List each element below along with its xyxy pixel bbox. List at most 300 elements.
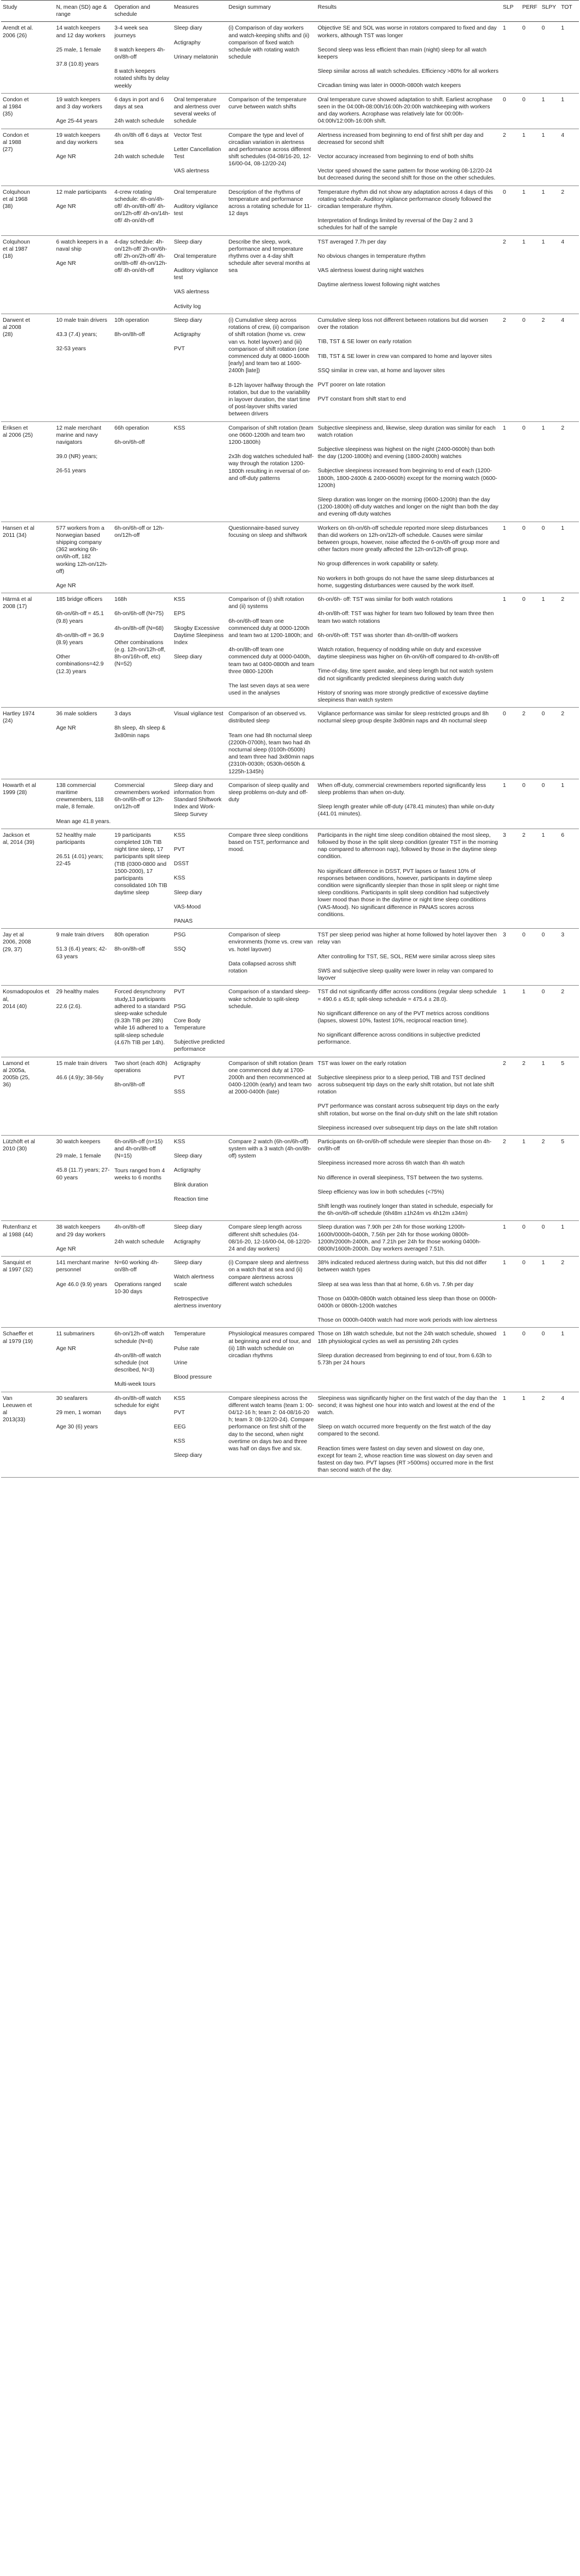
- cell-measures-line: Urinary melatonin: [173, 54, 218, 60]
- cell-results: [316, 314, 501, 421]
- cell-score-slp: 1: [501, 779, 520, 829]
- cell-score-tot: 4: [559, 1392, 579, 1478]
- column-header-tot: TOT: [559, 1, 579, 22]
- cell-measures: [172, 235, 227, 314]
- cell-participants-line: 9 male train drivers: [56, 932, 105, 939]
- cell-operation-line: Forced desynchrony study,13 participants adhered to a standard sleep-wake schedule (9.33h TIB per 28h) while 16 adhered to a split-sleep schedule (4.67h TIB per 14h).: [114, 989, 170, 1046]
- cell-results-line: Sleep similar across all watch schedules. Efficiency >80% for all workers: [317, 68, 498, 75]
- cell-score-tot: 4: [559, 314, 579, 421]
- cell-score-slp: 1: [501, 1328, 520, 1392]
- cell-operation: [113, 93, 172, 129]
- cell-design-line: Describe the sleep, work, performance and temperature rhythms over a 4-day shift schedule after several months at sea: [228, 239, 310, 274]
- cell-operation-line: 4h-on/8h-off watch schedule (not described, N=3): [114, 1352, 161, 1374]
- cell-participants-line: 22.6 (2.6).: [56, 1003, 82, 1010]
- cell-measures-line: SSS: [173, 1089, 185, 1095]
- cell-design: [227, 421, 316, 522]
- table-row: [1, 986, 579, 1057]
- cell-score-slp: 1: [501, 986, 520, 1057]
- cell-study: [1, 314, 55, 421]
- cell-study-line: Colquhoun: [3, 189, 30, 195]
- cell-measures: [172, 314, 227, 421]
- cell-measures-line: VAS-Mood: [173, 904, 201, 910]
- cell-results: [316, 1057, 501, 1135]
- cell-results: [316, 779, 501, 829]
- cell-measures-line: Activity log: [173, 303, 201, 310]
- cell-results-line: No significant difference in DSST, PVT lapses or fastest 10% of responses between conditions, however, participants in daytime sleep condition were significantly sleepier than those in split sleep or night time sleep conditions. Participants in split sleep condition had subjectively lower mood than those in the daytime or night time sleep conditions (VAS-Mood). No significant difference in PANAS scores across conditions.: [317, 868, 500, 918]
- cell-study-line: (24): [3, 718, 13, 725]
- cell-operation: [113, 186, 172, 235]
- cell-design: [227, 593, 316, 708]
- cell-design-line: Compare three sleep conditions based on TST, performance and mood.: [228, 832, 309, 853]
- cell-study-line: Schaeffer et: [3, 1331, 33, 1338]
- cell-results-line: History of snoring was more strongly predictive of excessive daytime sleepiness than watch system: [317, 690, 489, 704]
- cell-results-line: TST was lower on the early rotation: [317, 1060, 407, 1067]
- cell-measures: [172, 1257, 227, 1328]
- cell-participants-line: Mean age 41.8 years.: [56, 818, 111, 825]
- cell-study-line: Rutenfranz et: [3, 1224, 37, 1231]
- cell-participants-line: 19 watch keepers and 3 day workers: [56, 96, 102, 111]
- cell-participants: [55, 235, 113, 314]
- cell-study: [1, 708, 55, 779]
- cell-results-line: Circadian timing was later in 0000h-0800h watch keepers: [317, 83, 461, 89]
- table-row: [1, 1328, 579, 1392]
- table-row: [1, 522, 579, 593]
- cell-operation-line: 4h on/8h off 6 days at sea: [114, 132, 169, 146]
- cell-measures-line: VAS alertness: [173, 168, 210, 175]
- cell-participants-line: Age NR: [56, 582, 76, 589]
- cell-results: [316, 829, 501, 928]
- cell-design: [227, 779, 316, 829]
- cell-design-line: Questionnaire-based survey focusing on sleep and shiftwork: [228, 525, 308, 539]
- cell-measures: [172, 829, 227, 928]
- cell-study-line: 2011 (34): [3, 532, 27, 539]
- cell-participants-line: 29 healthy males: [56, 989, 99, 995]
- cell-results-line: Time-of-day, time spent awake, and sleep length but not watch system did not significantly predicted sleepiness during watch duty: [317, 668, 494, 682]
- cell-score-tot: 5: [559, 1135, 579, 1220]
- cell-measures-line: KSS: [173, 1395, 185, 1402]
- cell-operation-line: 8h sleep, 4h sleep & 3x80min naps: [114, 725, 166, 739]
- cell-participants-line: Age NR: [56, 261, 76, 267]
- cell-score-perf: 0: [520, 1328, 540, 1392]
- cell-participants: [55, 22, 113, 93]
- cell-study-line: 2010 (30): [3, 1146, 27, 1153]
- cell-score-slp: 1: [501, 1257, 520, 1328]
- cell-score-tot: 2: [559, 421, 579, 522]
- cell-participants-line: 36 male soldiers: [56, 711, 97, 717]
- cell-design-line: Comparison of (i) shift rotation and (ii) systems: [228, 597, 304, 610]
- column-header-measures: Measures: [172, 1, 227, 22]
- cell-operation: [113, 522, 172, 593]
- cell-score-slp: 0: [501, 93, 520, 129]
- cell-score-slp: 2: [501, 129, 520, 186]
- cell-results-line: No significant difference across conditions in subjective predicted performance.: [317, 1032, 480, 1046]
- column-header-study: Study: [1, 1, 55, 22]
- cell-participants: [55, 1392, 113, 1478]
- cell-measures-line: KSS: [173, 875, 185, 882]
- cell-results: [316, 929, 501, 986]
- cell-participants-line: 15 male train drivers: [56, 1060, 107, 1067]
- cell-design-line: Compare sleep length across different shift schedules (04-08/16-20, 12-16/00-04, 08-12/20-24 and day workers): [228, 1224, 312, 1252]
- cell-operation-line: 6 days in port and 6 days at sea: [114, 96, 164, 111]
- cell-design-line: 4h-on/8h-off team one commenced duty at 0000-0400h, team two at 0400-0800h and team three 0800-1200h: [228, 647, 315, 675]
- cell-measures-line: PVT: [173, 847, 185, 853]
- cell-participants-line: 6h-on/6h-off = 45.1 (9.8) years: [56, 611, 104, 624]
- cell-score-slpy: 0: [540, 986, 559, 1057]
- cell-results-line: TIB, TST & SE lower in crew van compared to home and layover sites: [317, 353, 492, 360]
- cell-results: [316, 1221, 501, 1257]
- cell-operation-line: 19 participants completed 10h TIB night time sleep, 17 participants split sleep (TIB (0300-0800 and 1500-2000), 17 participants consolidated 10h TIB daytime sleep: [114, 832, 170, 896]
- cell-score-tot: 1: [559, 1221, 579, 1257]
- cell-measures-line: Sleep diary: [173, 889, 202, 896]
- cell-results-line: No difference in overall sleepiness, TST between the two systems.: [317, 1174, 484, 1181]
- cell-study-line: Colquhoun: [3, 239, 30, 245]
- cell-operation-line: 6h-on/6h-off or 12h-on/12h-off: [114, 525, 164, 539]
- cell-operation: [113, 1135, 172, 1220]
- table-row: [1, 593, 579, 708]
- table-row: [1, 1221, 579, 1257]
- cell-design: [227, 129, 316, 186]
- cell-score-perf: 1: [520, 186, 540, 235]
- table-row: [1, 22, 579, 93]
- cell-study-line: (35): [3, 111, 13, 118]
- cell-operation-line: Operations ranged 10-30 days: [114, 1281, 161, 1295]
- cell-score-tot: 2: [559, 708, 579, 779]
- cell-participants: [55, 186, 113, 235]
- cell-study-line: Härmä et al: [3, 597, 32, 603]
- cell-design-line: (i) Comparison of day workers and watch-keeping shifts and (ii) comparison of fixed watch schedule with rotating watch schedule: [228, 25, 310, 61]
- cell-measures-line: Sleep diary: [173, 317, 202, 323]
- cell-participants-line: Age 25-44 years: [56, 118, 98, 125]
- cell-participants-line: Age NR: [56, 725, 76, 732]
- cell-results-line: Workers on 6h-on/6h-off schedule reported more sleep disturbances than did workers on 12h-on/12h-off schedule. Causes were similar between groups, however, noise affected the 6-on/6h-off group more and other factors more greatly affected the 12h-on/12h-off group.: [317, 525, 500, 553]
- cell-results-line: No workers in both groups do not have the same sleep disturbances at home, suggesting disturbances were caused by the work itself.: [317, 575, 494, 589]
- cell-design: [227, 1328, 316, 1392]
- cell-design: [227, 186, 316, 235]
- cell-study-line: 2006 (26): [3, 32, 27, 39]
- column-header-slpy: SLPY: [540, 1, 559, 22]
- cell-operation-line: 4-day schedule: 4h-on/12h-off/ 2h-on/6h-off/ 2h-on/2h-off/ 4h-on/8h-off/ 4h-on/12h-off/ 4h-on/4h-off: [114, 239, 167, 274]
- cell-results-line: Subjective sleepiness was highest on the night (2400-0600h) than both the day (1200-1800h) and evening (1800-2400h) watches: [317, 446, 495, 460]
- cell-score-slp: 2: [501, 1135, 520, 1220]
- cell-participants: [55, 929, 113, 986]
- cell-operation-line: 168h: [114, 597, 127, 603]
- cell-results-line: Reaction times were fastest on day seven and slowest on day one, except for team 2, whose reaction time was slowest on day seven and fastest on day two. PVT lapses (RT >500ms) occurred more in the first than second watch of the day.: [317, 1445, 494, 1474]
- cell-study-line: 2005b (25,: [3, 1074, 30, 1081]
- cell-participants-line: 30 watch keepers: [56, 1138, 101, 1145]
- cell-measures-line: Retrospective alertness inventory: [173, 1295, 222, 1309]
- cell-design-line: Description of the rhythms of temperature and performance across a rotating schedule for 11-12 days: [228, 189, 312, 217]
- cell-measures-line: PANAS: [173, 918, 193, 925]
- cell-study-line: et al 1968: [3, 196, 28, 202]
- cell-study-line: et al 1987: [3, 246, 28, 252]
- cell-study-line: 36): [3, 1082, 11, 1089]
- cell-study-line: 2008 (17): [3, 604, 27, 610]
- cell-study: [1, 986, 55, 1057]
- cell-results-line: Sleepiness was significantly higher on the first watch of the day than the second; it was highest one hour into watch and lowest at the end of the watch.: [317, 1395, 497, 1416]
- cell-participants: [55, 421, 113, 522]
- cell-participants-line: 577 workers from a Norwegian based shipping company (362 working 6h-on/6h-off, 182 working 12h-on/12h-off): [56, 525, 108, 575]
- cell-measures-line: SSQ: [173, 946, 186, 953]
- column-header-slp: SLP: [501, 1, 520, 22]
- cell-participants-line: 37.8 (10.8) years: [56, 61, 99, 68]
- cell-participants-line: 6 watch keepers in a naval ship: [56, 239, 108, 252]
- cell-study-line: Van: [3, 1395, 13, 1402]
- cell-study-line: 1999 (28): [3, 790, 27, 796]
- cell-operation-line: 8h-on/8h-off: [114, 1081, 145, 1088]
- cell-participants-line: 52 healthy male participants: [56, 832, 96, 846]
- cell-results-line: TIB, TST & SE lower on early rotation: [317, 339, 411, 345]
- cell-participants-line: 46.6 (4.9)y; 38-56y: [56, 1074, 104, 1081]
- cell-results: [316, 22, 501, 93]
- cell-participants: [55, 708, 113, 779]
- cell-score-slpy: 2: [540, 314, 559, 421]
- cell-study-line: Lamond et: [3, 1060, 30, 1067]
- cell-score-tot: 5: [559, 1057, 579, 1135]
- cell-results-line: Sleep efficiency was low in both schedules (<75%): [317, 1189, 444, 1195]
- cell-results: [316, 1328, 501, 1392]
- cell-study-line: Condon et: [3, 96, 29, 103]
- cell-study: [1, 1057, 55, 1135]
- cell-operation-line: 6h-on/6h-off (n=15) and 4h-on/8h-off (N=15): [114, 1138, 163, 1160]
- cell-measures-line: Oral temperature: [173, 189, 217, 195]
- cell-measures-line: PVT: [173, 989, 185, 995]
- cell-operation: [113, 421, 172, 522]
- cell-score-slp: 1: [501, 522, 520, 593]
- cell-operation: [113, 708, 172, 779]
- cell-participants-line: 25 male, 1 female: [56, 47, 101, 53]
- cell-results-line: TST per sleep period was higher at home followed by hotel layover then relay van: [317, 932, 497, 946]
- cell-measures-line: EEG: [173, 1424, 186, 1431]
- cell-measures: [172, 22, 227, 93]
- cell-participants-line: 29 men, 1 woman: [56, 1409, 101, 1416]
- cell-results: [316, 186, 501, 235]
- cell-operation-line: 4h-on/8h-off: [114, 1224, 145, 1231]
- cell-participants: [55, 593, 113, 708]
- cell-score-tot: 4: [559, 129, 579, 186]
- cell-score-perf: 0: [520, 421, 540, 522]
- cell-operation-line: 4-crew rotating schedule: 4h-on/4h-off/ 4h-on/8h-off/ 4h-on/12h-off/ 4h-on/14h-off/ 4h-on/4h-off: [114, 189, 170, 224]
- cell-measures-line: KSS: [173, 425, 185, 431]
- cell-study-line: al 2008: [3, 325, 21, 331]
- cell-operation-line: 6h-on/6h-off: [114, 439, 145, 445]
- cell-operation-line: 6h-on/12h-off watch schedule (N=8): [114, 1331, 164, 1345]
- cell-operation-line: 24h watch schedule: [114, 1238, 165, 1245]
- cell-participants-line: 19 watch keepers and day workers: [56, 132, 101, 146]
- cell-measures-line: Visual vigilance test: [173, 711, 224, 717]
- cell-results-line: No group differences in work capability or safety.: [317, 561, 439, 568]
- cell-results-line: Sleep duration was longer on the morning (0600-1200h) than the day (1200-1800h) off-duty watches and longer on the night than both the day and evening off-duty watches: [317, 496, 498, 518]
- cell-results: [316, 1257, 501, 1328]
- cell-results-line: Those on 0400h-0800h watch obtained less sleep than those on 0000h-0400h or 0800h-1200h watches: [317, 1295, 497, 1309]
- cell-operation-line: Multi-week tours: [114, 1381, 156, 1388]
- cell-results-line: Vector accuracy increased from beginning to end of both shifts: [317, 154, 474, 160]
- cell-results-line: No obvious changes in temperature rhythm: [317, 253, 426, 259]
- cell-score-tot: 1: [559, 93, 579, 129]
- cell-measures: [172, 1135, 227, 1220]
- cell-score-tot: 4: [559, 235, 579, 314]
- cell-operation: [113, 929, 172, 986]
- header-row: [1, 1, 579, 22]
- cell-measures: [172, 708, 227, 779]
- cell-design: [227, 235, 316, 314]
- cell-study-line: (29, 37): [3, 946, 22, 953]
- cell-measures: [172, 1392, 227, 1478]
- cell-study: [1, 522, 55, 593]
- studies-table: [1, 0, 579, 1478]
- cell-results-line: Sleep duration was 7.90h per 24h for those working 1200h-1600h/0000h-0400h, 7.56h per 24h for those working 0800h-1200h/2000h-2400h, and 7.21h per 24h for those working 0400h-0800h/1600h-2000h. Day workers averaged 7.51h.: [317, 1224, 481, 1252]
- cell-design-line: The last seven days at sea were used in the analyses: [228, 683, 310, 697]
- cell-score-slpy: 1: [540, 1257, 559, 1328]
- cell-participants-line: Age 46.0 (9.9) years: [56, 1281, 107, 1288]
- cell-score-perf: 0: [520, 1257, 540, 1328]
- cell-study-line: Lützhöft et al: [3, 1138, 35, 1145]
- cell-study-line: 2013(33): [3, 1417, 26, 1423]
- cell-score-slpy: 0: [540, 708, 559, 779]
- cell-results-line: Subjective sleepiness prior to a sleep period, TIB and TST declined across subsequent trip days on the early shift rotation, but not late shift rotation: [317, 1074, 494, 1096]
- cell-participants-line: 12 male participants: [56, 189, 107, 195]
- cell-score-perf: 0: [520, 593, 540, 708]
- cell-participants: [55, 1057, 113, 1135]
- table-row: [1, 1057, 579, 1135]
- cell-results-line: After controlling for TST, SE, SOL, REM were similar across sleep sites: [317, 953, 495, 960]
- cell-measures-line: Actigraphy: [173, 1238, 201, 1245]
- cell-participants: [55, 829, 113, 928]
- cell-measures-line: Blink duration: [173, 1182, 208, 1188]
- cell-study: [1, 1221, 55, 1257]
- cell-score-perf: 1: [520, 129, 540, 186]
- cell-operation: [113, 986, 172, 1057]
- table-row: [1, 708, 579, 779]
- cell-measures-line: Actigraphy: [173, 1167, 201, 1174]
- cell-operation-line: N=60 working 4h-on/8h-off: [114, 1260, 159, 1273]
- cell-measures-line: Oral temperature and alertness over several weeks of schedule: [173, 96, 221, 125]
- cell-results-line: When off-duty, commercial crewmembers reported significantly less sleep problems than when on-duty.: [317, 782, 486, 796]
- cell-results: [316, 1135, 501, 1220]
- cell-results-line: Subjective sleepiness increased from beginning to end of each (1200-1800h, 1800-2400h & 2400-0600h) except for the morning watch (0600-1200h): [317, 468, 497, 489]
- cell-study-line: Eriksen et: [3, 425, 28, 431]
- cell-score-slpy: 1: [540, 186, 559, 235]
- table-row: [1, 1392, 579, 1478]
- cell-design-line: Compare sleepiness across the different watch teams (team 1: 00-04/12-16 h; team 2: 04-08/16-20 h; team 3: 08-12/20-24). Compare performance on first shift of the day to the second, when night overtime on days two and three was half on days five and six.: [228, 1395, 314, 1452]
- cell-measures-line: PVT: [173, 346, 185, 352]
- cell-participants-line: Other combinations=42.9 (12.3) years: [56, 654, 104, 675]
- cell-operation: [113, 129, 172, 186]
- table-row: [1, 129, 579, 186]
- table-row: [1, 829, 579, 928]
- cell-study-line: 2014 (40): [3, 1003, 27, 1010]
- cell-measures-line: PVT: [173, 1074, 185, 1081]
- cell-operation-line: 8h-on/8h-off: [114, 332, 145, 338]
- cell-participants: [55, 1221, 113, 1257]
- cell-design-line: (i) Cumulative sleep across rotations of crew, (ii) comparison of shift rotation (home vs. crew van vs. hotel layover) and (iii) comparison of shift rotation (one commenced duty at 0800-1600h [early] and team two at 1600-2400h [late]): [228, 317, 310, 374]
- cell-score-slpy: 1: [540, 1057, 559, 1135]
- cell-measures-line: Sleep diary: [173, 239, 202, 245]
- cell-operation: [113, 1257, 172, 1328]
- cell-score-perf: 0: [520, 1221, 540, 1257]
- table-row: [1, 1257, 579, 1328]
- cell-measures: [172, 779, 227, 829]
- cell-measures: [172, 186, 227, 235]
- cell-operation-line: Two short (each 40h) operations: [114, 1060, 167, 1074]
- cell-measures-line: PVT: [173, 1409, 185, 1416]
- table-row: [1, 1135, 579, 1220]
- cell-score-slpy: 0: [540, 522, 559, 593]
- cell-operation-line: Tours ranged from 4 weeks to 6 months: [114, 1167, 165, 1181]
- table-row: [1, 779, 579, 829]
- cell-measures-line: PSG: [173, 1003, 186, 1010]
- cell-participants-line: Age NR: [56, 203, 76, 210]
- cell-operation: [113, 235, 172, 314]
- cell-measures-line: KSS: [173, 832, 185, 838]
- cell-study-line: al 1979 (19): [3, 1338, 33, 1345]
- cell-measures-line: Subjective predicted performance: [173, 1039, 225, 1053]
- cell-score-slpy: 0: [540, 779, 559, 829]
- cell-measures-line: KSS: [173, 1138, 185, 1145]
- cell-results: [316, 708, 501, 779]
- cell-study-line: Howarth et al: [3, 782, 36, 789]
- cell-results: [316, 522, 501, 593]
- cell-score-slp: 3: [501, 929, 520, 986]
- cell-participants: [55, 93, 113, 129]
- cell-measures-line: Letter Cancellation Test: [173, 146, 221, 160]
- cell-design-line: Team one had 8h nocturnal sleep (2200h-0700h), team two had 4h nocturnal sleep (0100h-0500h) and team three had 3x80min naps (2310h-0030h; 0530h-0650h & 1225h-1345h): [228, 732, 314, 775]
- cell-measures-line: PSG: [173, 932, 186, 939]
- cell-score-perf: 2: [520, 1057, 540, 1135]
- cell-results-line: PVT poorer on late rotation: [317, 381, 386, 388]
- table-row: [1, 314, 579, 421]
- cell-design: [227, 829, 316, 928]
- cell-operation-line: 24h watch schedule: [114, 118, 165, 125]
- cell-design: [227, 1257, 316, 1328]
- cell-measures-line: VAS alertness: [173, 289, 210, 296]
- cell-score-perf: 1: [520, 235, 540, 314]
- cell-results-line: Sleep at sea was less than that at home, 6.6h vs. 7.9h per day: [317, 1281, 474, 1288]
- cell-score-slp: 1: [501, 1392, 520, 1478]
- cell-study-line: al: [3, 1410, 8, 1416]
- cell-measures: [172, 929, 227, 986]
- table-row: [1, 235, 579, 314]
- cell-score-tot: 6: [559, 829, 579, 928]
- cell-design-line: 6h-on/6h-off team one commenced duty at 0000-1200h and team two at 1200-1800h; and: [228, 618, 313, 639]
- cell-measures-line: Sleep diary: [173, 654, 202, 661]
- cell-score-tot: 1: [559, 22, 579, 93]
- cell-measures-line: DSST: [173, 861, 189, 867]
- cell-participants-line: Age NR: [56, 154, 76, 160]
- cell-measures: [172, 93, 227, 129]
- cell-operation: [113, 1392, 172, 1478]
- cell-study-line: al 1988: [3, 139, 21, 146]
- cell-results-line: TST did not significantly differ across conditions (regular sleep schedule = 490.6 ± 45.8; split-sleep schedule = 475.4 ± 28.0).: [317, 989, 497, 1003]
- cell-results-line: No significant difference on any of the PVT metrics across conditions (lapses, slowest 10%, fastest 10%, reciprocal reaction time).: [317, 1010, 489, 1024]
- cell-participants-line: 12 male merchant marine and navy navigators: [56, 425, 102, 445]
- cell-operation: [113, 1057, 172, 1135]
- cell-measures-line: Core Body Temperature: [173, 1017, 206, 1031]
- cell-operation-line: Other combinations (e.g. 12h-on/12h-off, 8h-on/16h-off, etc) (N=52): [114, 639, 166, 668]
- cell-score-slpy: 0: [540, 1328, 559, 1392]
- cell-study-line: Jackson et: [3, 832, 30, 838]
- cell-measures-line: KSS: [173, 1438, 185, 1445]
- cell-measures-line: Actigraphy: [173, 332, 201, 338]
- cell-measures-line: Auditory vigilance test: [173, 268, 218, 281]
- cell-score-perf: 0: [520, 93, 540, 129]
- cell-design: [227, 986, 316, 1057]
- cell-participants: [55, 1135, 113, 1220]
- cell-measures-line: Sleep diary: [173, 1153, 202, 1160]
- cell-operation: [113, 1221, 172, 1257]
- cell-measures: [172, 1221, 227, 1257]
- cell-score-slp: 0: [501, 708, 520, 779]
- cell-results-line: Sleepiness increased more across 6h watch than 4h watch: [317, 1160, 465, 1167]
